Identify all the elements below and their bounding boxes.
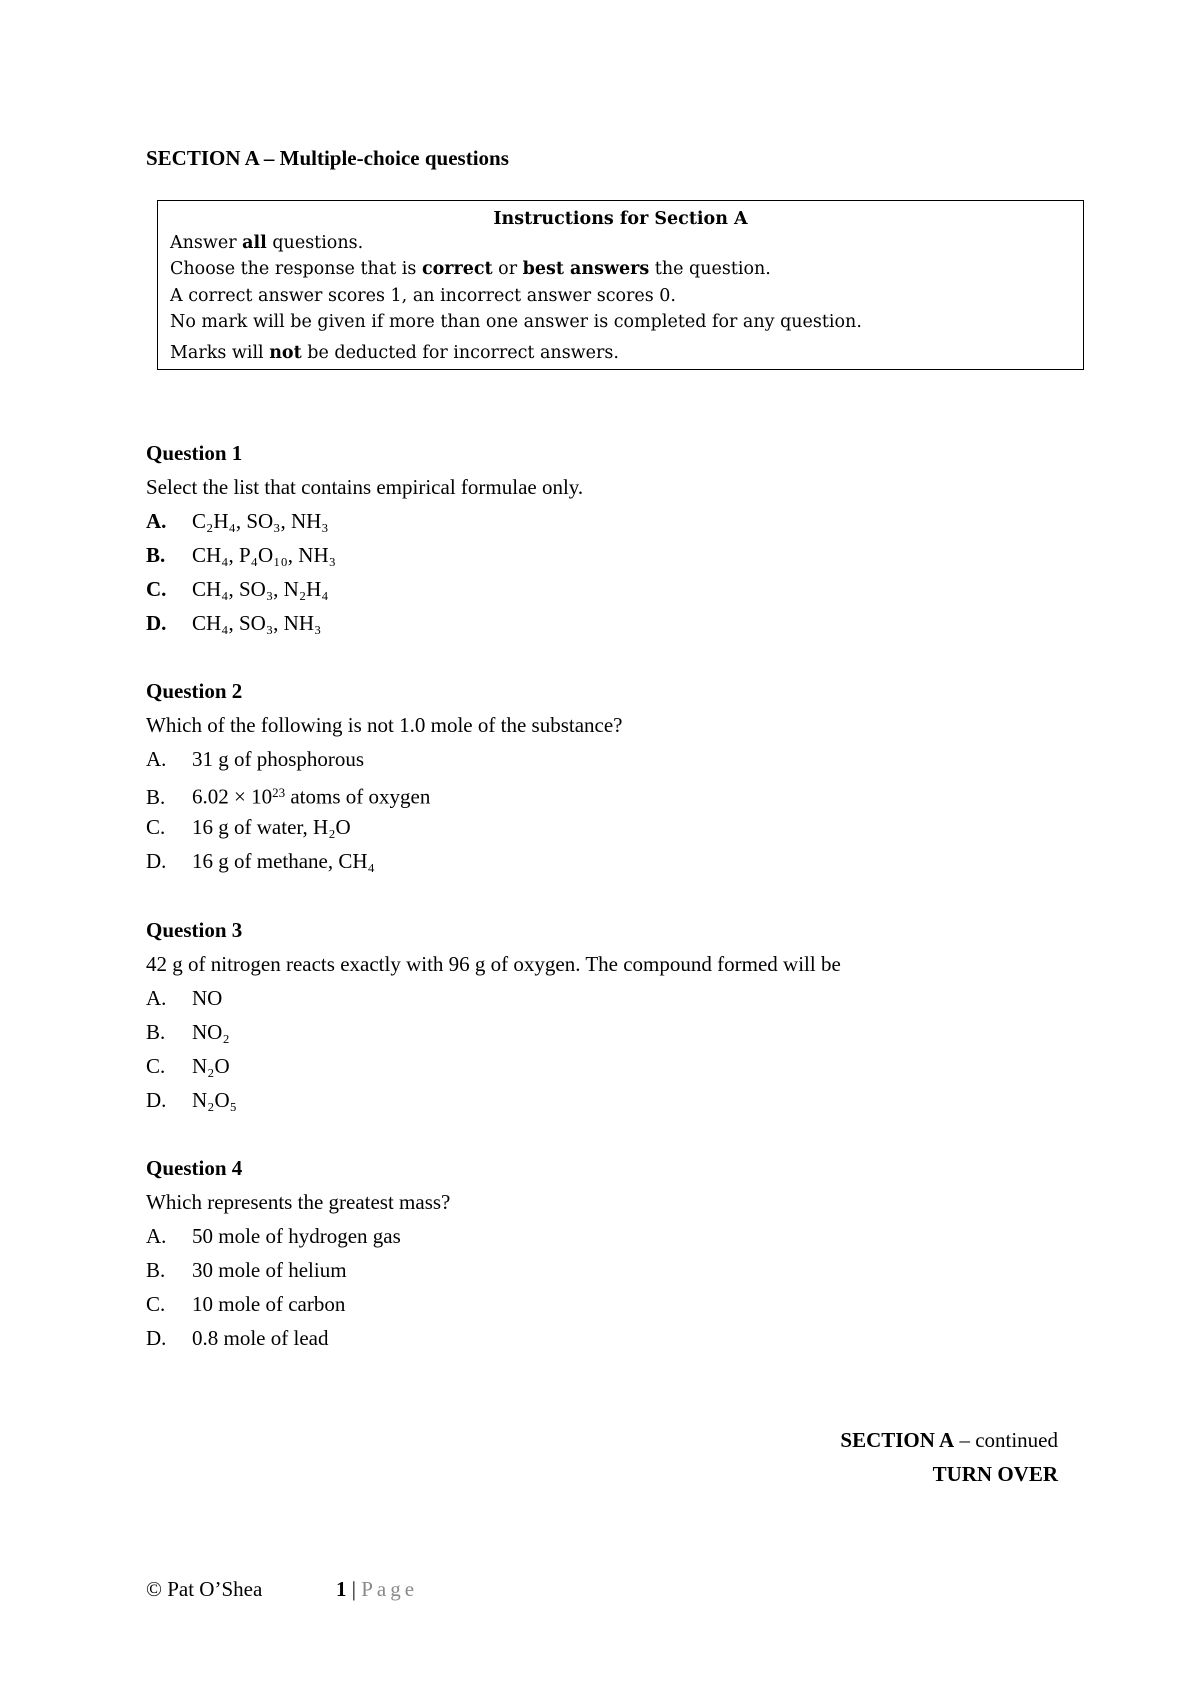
option-c — [146, 572, 1106, 606]
page-word: Page — [361, 1577, 419, 1601]
option-text: CH₄, P₄O₁₀, NH₃ — [192, 543, 336, 567]
question-text: Select the list that contains empirical formulae only. — [146, 475, 584, 499]
option-text: 16 g of methane, CH₄ — [192, 849, 375, 873]
option-b — [146, 1253, 1106, 1287]
continued-text: – continued — [954, 1428, 1058, 1452]
question-text: 42 g of nitrogen reacts exactly with 96 g of oxygen. The compound formed will be — [146, 952, 841, 976]
option-text: N₂O — [192, 1054, 230, 1078]
question-3 — [146, 913, 1106, 1117]
option-text: 0.8 mole of lead — [192, 1326, 329, 1350]
option-c — [146, 810, 1106, 844]
question-2 — [146, 674, 1106, 878]
instruction-text: questions. — [266, 233, 364, 253]
option-letter: D. — [146, 611, 167, 635]
option-text: C₂H₄, SO₃, NH₃ — [192, 509, 329, 533]
instruction-emphasis: not — [269, 343, 302, 363]
option-d — [146, 606, 1106, 640]
question-title: Question 3 — [146, 918, 243, 942]
option-b — [146, 538, 1106, 572]
instruction-line-3: A correct answer scores 1, an incorrect answer scores 0. — [170, 286, 676, 306]
section-continued — [840, 1423, 1058, 1491]
option-letter: B. — [146, 1258, 166, 1282]
option-c — [146, 1049, 1106, 1083]
option-b — [146, 1015, 1106, 1049]
option-letter: A. — [146, 986, 167, 1010]
page-number: 1 — [336, 1577, 347, 1601]
option-letter: A. — [146, 747, 167, 771]
option-letter: A. — [146, 509, 167, 533]
question-1 — [146, 436, 1106, 640]
footer-page-number — [336, 1572, 418, 1606]
question-title: Question 4 — [146, 1156, 243, 1180]
question-text: Which of the following is not 1.0 mole of the substance? — [146, 713, 623, 737]
option-letter: B. — [146, 543, 166, 567]
exponent: 23 — [272, 785, 286, 800]
instruction-line-2 — [170, 259, 771, 279]
option-text: CH₄, SO₃, NH₃ — [192, 611, 322, 635]
option-text: 10 mole of carbon — [192, 1292, 346, 1316]
option-text: atoms of oxygen — [285, 784, 431, 809]
instructions-title: Instructions for Section A — [493, 209, 748, 229]
instructions-box — [157, 200, 1084, 370]
option-letter: C. — [146, 815, 166, 839]
option-letter: B. — [146, 1020, 166, 1044]
continued-section: SECTION A — [840, 1428, 955, 1452]
instruction-text: the question. — [649, 259, 771, 279]
option-letter: C. — [146, 577, 167, 601]
turn-over: TURN OVER — [932, 1462, 1058, 1486]
option-text: NO — [192, 986, 223, 1010]
option-text: N₂O₅ — [192, 1088, 237, 1112]
option-text: 30 mole of helium — [192, 1258, 347, 1282]
option-c — [146, 1287, 1106, 1321]
instruction-text: Marks will — [170, 343, 270, 363]
instruction-line-4: No mark will be given if more than one answer is completed for any question. — [170, 312, 862, 332]
option-text: NO₂ — [192, 1020, 230, 1044]
question-text: Which represents the greatest mass? — [146, 1190, 451, 1214]
option-text: 31 g of phosphorous — [192, 747, 365, 771]
option-d — [146, 1083, 1106, 1117]
option-a — [146, 742, 1106, 776]
option-letter: C. — [146, 1292, 166, 1316]
instruction-text: or — [492, 259, 523, 279]
page-separator: | — [346, 1577, 362, 1601]
instruction-text: Choose the response that is — [170, 259, 422, 279]
option-d — [146, 1321, 1106, 1355]
question-title: Question 1 — [146, 441, 243, 465]
continued-line — [840, 1423, 1058, 1457]
question-4 — [146, 1151, 1106, 1355]
option-text: 6.02 × 10 — [192, 784, 273, 809]
instruction-text: Answer — [170, 233, 243, 253]
option-text: 16 g of water, H₂O — [192, 815, 351, 839]
question-title: Question 2 — [146, 679, 243, 703]
instruction-line-1 — [170, 233, 363, 253]
option-text: 50 mole of hydrogen gas — [192, 1224, 401, 1248]
instruction-emphasis: best answers — [522, 259, 650, 279]
option-a — [146, 504, 1106, 538]
instruction-line-5 — [170, 343, 619, 363]
option-b — [146, 776, 1106, 810]
option-letter: D. — [146, 849, 167, 873]
option-letter: D. — [146, 1088, 167, 1112]
option-letter: A. — [146, 1224, 167, 1248]
option-text: CH₄, SO₃, N₂H₄ — [192, 577, 329, 601]
instruction-emphasis: all — [242, 233, 267, 253]
instruction-emphasis: correct — [421, 259, 493, 279]
instruction-text: be deducted for incorrect answers. — [301, 343, 619, 363]
footer-copyright: © Pat O’Shea — [146, 1577, 263, 1601]
option-letter: C. — [146, 1054, 166, 1078]
section-title: SECTION A – Multiple-choice questions — [146, 146, 509, 170]
option-letter: B. — [146, 784, 166, 809]
option-a — [146, 981, 1106, 1015]
option-a — [146, 1219, 1106, 1253]
option-d — [146, 844, 1106, 878]
option-letter: D. — [146, 1326, 167, 1350]
